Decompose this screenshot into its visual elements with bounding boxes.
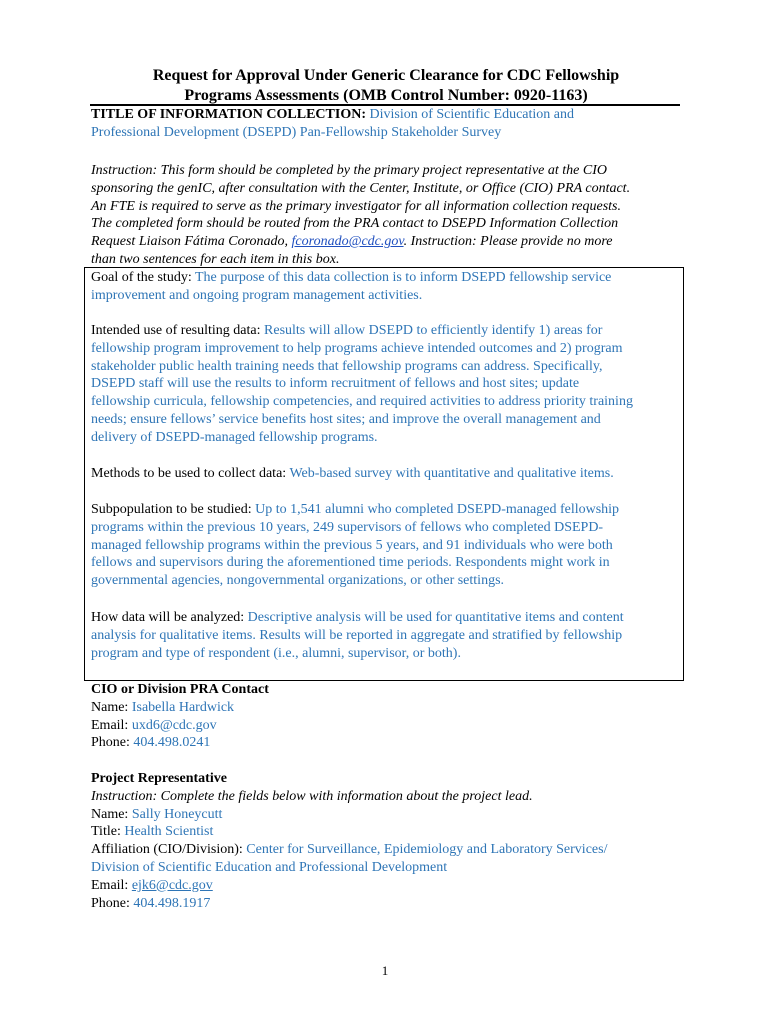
- rep-phone-value: 404.498.1917: [133, 895, 211, 911]
- project-rep-instruction: Instruction: Complete the fields below with information about the project lead.: [91, 788, 533, 804]
- intended-use-value: Results will allow DSEPD to efficiently identify 1) areas for: [264, 323, 603, 338]
- goal-value: The purpose of this data collection is to inform DSEPD fellowship service: [194, 270, 612, 285]
- pra-phone-value: 404.498.0241: [133, 735, 211, 751]
- document-title: [92, 66, 680, 106]
- rep-title-label: Title:: [91, 824, 121, 840]
- instruction-block: [91, 162, 681, 269]
- intended-use-section: [91, 322, 681, 447]
- instruction-line: An FTE is required to serve as the primary investigator for all information collection requests.: [91, 198, 622, 214]
- rep-affiliation-value: Center for Surveillance, Epidemiology and Laboratory Services/: [246, 842, 608, 858]
- rep-affiliation-value: Division of Scientific Education and Professional Development: [91, 859, 448, 875]
- liaison-email-link[interactable]: fcoronado@cdc.gov: [291, 234, 404, 250]
- methods-value: Web-based survey with quantitative and qualitative items.: [289, 466, 614, 481]
- rep-title-value: Health Scientist: [124, 824, 214, 840]
- subpopulation-value: Up to 1,541 alumni who completed DSEPD-managed fellowship: [255, 502, 620, 517]
- pra-email-value: uxd6@cdc.gov: [131, 717, 217, 733]
- intended-use-value: stakeholder public health training needs that fellowship programs can address. Specifically,: [91, 358, 603, 374]
- subpopulation-value: fellows and supervisors during the aforementioned time periods. Respondents might work in: [91, 555, 610, 571]
- analysis-value: analysis for qualitative items. Results will be reported in aggregate and stratified by fellowship: [91, 627, 623, 643]
- goal-section: [91, 269, 681, 305]
- subpopulation-value: managed fellowship programs within the previous 5 years, and 91 individuals who were both: [91, 537, 613, 553]
- rep-email-link[interactable]: ejk6@cdc.gov: [131, 877, 213, 893]
- intended-use-value: needs; ensure fellows’ service benefits host sites; and improve the overall management and: [91, 411, 601, 427]
- subpopulation-section: [91, 501, 681, 590]
- analysis-value: Descriptive analysis will be used for quantitative items and content: [247, 610, 624, 625]
- analysis-section: [91, 609, 681, 662]
- pra-phone-label: Phone:: [91, 735, 130, 751]
- intended-use-value: delivery of DSEPD-managed fellowship programs.: [91, 429, 378, 445]
- subpopulation-value: governmental agencies, nongovernmental organizations, or other settings.: [91, 573, 505, 589]
- methods-label: Methods to be used to collect data:: [91, 466, 287, 481]
- project-rep-section: [91, 770, 681, 912]
- subpopulation-label: Subpopulation to be studied:: [91, 502, 252, 517]
- methods-section: [91, 465, 681, 483]
- subpopulation-value: programs within the previous 10 years, 249 supervisors of fellows who completed DSEPD-: [91, 519, 604, 535]
- analysis-label: How data will be analyzed:: [91, 610, 245, 625]
- intended-use-label: Intended use of resulting data:: [91, 323, 261, 338]
- goal-value: improvement and ongoing program management activities.: [91, 287, 423, 303]
- pra-contact-heading: CIO or Division PRA Contact: [91, 682, 269, 697]
- intended-use-value: fellowship program improvement to help programs achieve intended outcomes and 2) program: [91, 340, 623, 356]
- info-collection-value-2: Professional Development (DSEPD) Pan-Fellowship Stakeholder Survey: [91, 125, 502, 140]
- goal-label: Goal of the study:: [91, 270, 192, 285]
- instruction-line: Request Liaison Fátima Coronado,: [91, 234, 292, 250]
- instruction-line: . Instruction: Please provide no more: [403, 234, 613, 250]
- pra-contact-section: [91, 681, 681, 752]
- pra-name-label: Name:: [91, 699, 129, 715]
- instruction-line: Instruction: This form should be completed by the primary project representative at the CIO: [91, 163, 607, 178]
- intended-use-value: DSEPD staff will use the results to inform recruitment of fellows and host sites; update: [91, 376, 580, 392]
- info-collection-title: [91, 106, 681, 142]
- info-collection-value-1: Division of Scientific Education and: [369, 107, 574, 122]
- pra-name-value: Isabella Hardwick: [131, 699, 235, 715]
- rep-phone-label: Phone:: [91, 895, 130, 911]
- intended-use-value: fellowship curricula, fellowship competencies, and required activities to address priority training: [91, 394, 633, 410]
- info-collection-label: TITLE OF INFORMATION COLLECTION:: [91, 107, 366, 122]
- analysis-value: program and type of respondent (i.e., alumni, supervisor, or both).: [91, 645, 461, 661]
- title-line-2: Programs Assessments (OMB Control Number: 0920-1163): [184, 87, 588, 104]
- project-rep-heading: Project Representative: [91, 771, 227, 786]
- rep-name-value: Sally Honeycutt: [131, 806, 223, 822]
- instruction-line: The completed form should be routed from the PRA contact to DSEPD Information Collection: [91, 216, 619, 232]
- rep-affiliation-label: Affiliation (CIO/Division):: [91, 842, 243, 858]
- title-line-1: Request for Approval Under Generic Clearance for CDC Fellowship: [152, 67, 620, 84]
- instruction-line: than two sentences for each item in this box.: [91, 251, 340, 267]
- pra-email-label: Email:: [91, 717, 129, 733]
- instruction-line: sponsoring the genIC, after consultation with the Center, Institute, or Office (CIO) PRA contact.: [91, 180, 631, 196]
- page-number: 1: [381, 963, 389, 978]
- rep-name-label: Name:: [91, 806, 129, 822]
- rep-email-label: Email:: [91, 877, 129, 893]
